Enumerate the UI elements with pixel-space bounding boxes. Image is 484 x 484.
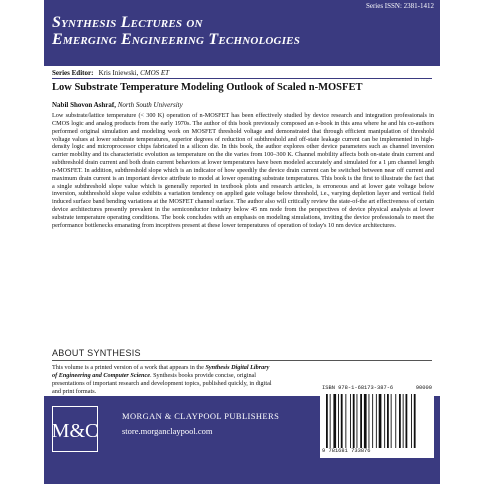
barcode-bar xyxy=(391,394,392,448)
barcode-bar xyxy=(345,394,346,448)
author-name: Nabil Shovon Ashraf, xyxy=(52,101,116,109)
book-abstract: Low substrate/lattice temperature (< 300 K) operation of n-MOSFET has been effectively studied by device research and integration professionals in CMOS logic and analog products from the early 1970s. The author of this book previously composed an e-book in this area where he and his co-authors performed original simulation and modeling work on MOSFET threshold voltage and demonstrated that through efficient manipulation of threshold voltage values at lower substrate temperatures, superior degrees of reduction of subthreshold and off-state leakage current can be implemented in high-density logic and microprocessor chips fabricated in a silicon die. In this book, the author explores other device parameters such as channel inversion carrier mobility and its characteristic evolution as temperature on the die varies from 100–300 K. Channel mobility affects both on-state drain current and subthreshold drain current and both drain current behaviors at lower temperatures have been modeled accurately and simulated for a 1 μm channel length n-MOSFET. In addition, subthreshold slope which is an indicator of how speedily the device drain current can be switched between near off current and maximum drain current is an important device attribute to model at lower operating substrate temperatures. This book is the first to illustrate the fact that a single subthreshold slope value which is generally reported in textbook plots and research articles, is erroneous and at lower gate voltage below inversion, subthreshold slope value exhibits a variation tendency on applied gate voltage below threshold, i.e., varying depletion layer and vertical field induced surface band bending variations at the MOSFET channel surface. The author also will critically review the state-of-the art effectiveness of certain device architectures presently prevalent in the semiconductor industry below 45 nm node from the perspectives of device physical analysis at lower substrate temperature operating conditions. The book concludes with an emphasis on modeling simulations, inviting the device professionals to meet the performance bottlenecks emanating from inceptives present at these lower temperatures of operation of today's 10 nm device architectures. xyxy=(52,112,434,229)
barcode-bar xyxy=(360,394,362,448)
barcode-bar xyxy=(379,394,382,448)
book-author xyxy=(52,101,183,109)
barcode-bar xyxy=(406,394,408,448)
barcode-bar xyxy=(384,394,385,448)
publisher-url: store.morganclaypool.com xyxy=(122,426,213,436)
series-title xyxy=(52,14,436,48)
series-editor-name: Kris Iniewski, xyxy=(98,69,139,77)
publisher-logo-icon xyxy=(52,406,98,452)
about-text-end: . Synthesis books provide concise, original presentations of important research and development topics, published quickly, in digital and print formats. xyxy=(52,371,272,395)
barcode-isbn xyxy=(322,385,432,391)
barcode-bar xyxy=(353,394,355,448)
barcode-bar xyxy=(369,394,370,448)
barcode-image xyxy=(322,394,432,448)
publisher-name: MORGAN & CLAYPOOL PUBLISHERS xyxy=(122,411,280,421)
book-back-cover xyxy=(44,0,440,484)
barcode-bar xyxy=(403,394,404,448)
header-divider xyxy=(44,66,440,68)
about-text xyxy=(52,364,272,396)
barcode-bar xyxy=(411,394,412,448)
barcode-number: 9 781681 733876 xyxy=(322,448,371,454)
barcode-bar xyxy=(338,394,339,448)
editor-rule xyxy=(52,78,432,79)
barcode-bar xyxy=(333,394,336,448)
about-heading: ABOUT SYNTHESIS xyxy=(52,348,141,358)
barcode-bar xyxy=(395,394,396,448)
series-editor-affiliation: CMOS ET xyxy=(140,69,170,77)
series-editor-label: Series Editor: xyxy=(52,69,94,77)
series-issn: Series ISSN: 2381-1412 xyxy=(365,2,434,10)
about-text-start: This volume is a printed version of a work that appears in the xyxy=(52,364,206,371)
barcode-bar xyxy=(341,394,343,448)
about-rule xyxy=(52,360,432,361)
barcode-bar xyxy=(376,394,377,448)
author-affiliation: North South University xyxy=(117,101,183,109)
barcode-bar xyxy=(372,394,373,448)
price-code: 90000 xyxy=(415,385,432,391)
barcode-bar xyxy=(357,394,358,448)
barcode-bar xyxy=(330,394,331,448)
barcode-bar xyxy=(399,394,401,448)
barcode-bar xyxy=(414,394,416,448)
book-title: Low Substrate Temperature Modeling Outlook of Scaled n-MOSFET xyxy=(52,82,363,93)
about-library-name: Synthesis Digital Library of Engineering and Computer Science xyxy=(52,364,270,379)
barcode-bar xyxy=(387,394,389,448)
publisher-logo-text: M&C xyxy=(52,420,98,442)
isbn-text: ISBN 978-1-68173-387-6 xyxy=(322,385,394,391)
barcode-bar xyxy=(364,394,367,448)
barcode-panel xyxy=(320,384,434,458)
series-editor xyxy=(52,69,169,77)
barcode-bar xyxy=(326,394,328,448)
barcode-bar xyxy=(350,394,351,448)
series-title-line1: Synthesis Lectures on xyxy=(52,14,203,31)
series-title-line2: Emerging Engineering Technologies xyxy=(52,31,301,48)
